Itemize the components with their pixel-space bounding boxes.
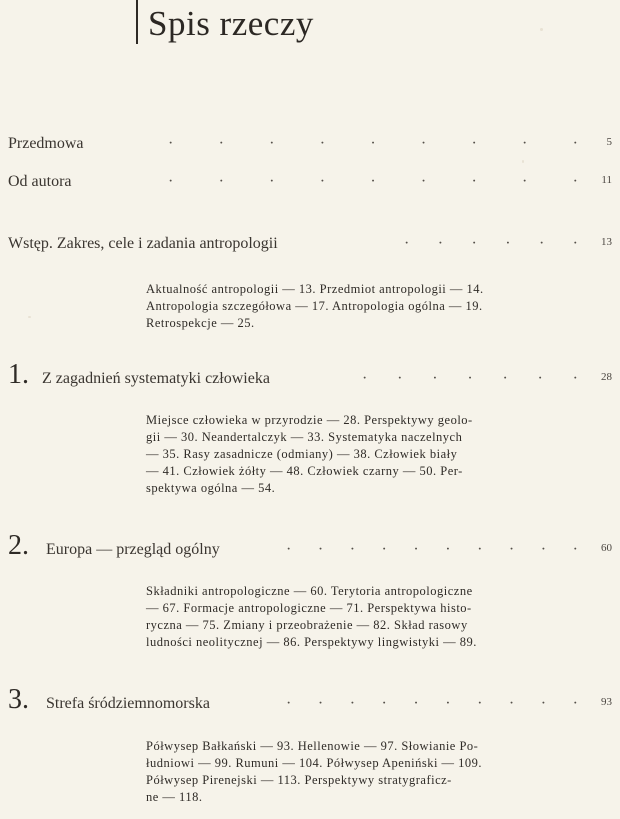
toc-entry-chapter-3: [0, 686, 620, 716]
leader-dot: ·: [540, 695, 547, 712]
leader-dot: ·: [437, 235, 444, 252]
leader-dot: ·: [502, 370, 508, 387]
toc-entry-chapter-2: [0, 532, 620, 562]
leader-dot: ·: [572, 173, 578, 190]
leader-dot: ·: [420, 135, 427, 152]
toc-entry-page: 60: [601, 542, 612, 554]
paper-speck: [522, 160, 524, 163]
leader-dot: ·: [218, 135, 224, 152]
toc-entry-description: [146, 412, 594, 497]
description-line: Aktualność antropologii — 13. Przedmiot antropologii — 14.: [146, 282, 484, 296]
dot-leader: [404, 236, 578, 252]
leader-dot: ·: [269, 135, 275, 152]
description-line: łudniowi — 99. Rumuni — 104. Półwysep Apeniński — 109.: [146, 756, 483, 770]
toc-entry-page: 93: [601, 696, 612, 708]
paper-speck: [540, 28, 543, 31]
leader-dot: ·: [522, 135, 528, 152]
leader-dot: ·: [349, 541, 356, 558]
leader-dot: ·: [319, 173, 326, 190]
leader-dot: ·: [420, 173, 427, 190]
leader-dot: ·: [572, 235, 578, 252]
leader-dot: ·: [362, 370, 368, 387]
leader-dot: ·: [397, 370, 403, 387]
description-line: gii — 30. Neandertalczyk — 33. Systematyka naczelnych: [146, 430, 463, 444]
toc-entry-description: [146, 738, 594, 806]
description-line: Składniki antropologiczne — 60. Terytoria antropologiczne: [146, 584, 473, 598]
leader-dot: ·: [370, 135, 376, 152]
toc-entry-author-note: [0, 164, 620, 194]
leader-dot: ·: [505, 235, 511, 252]
leader-dot: ·: [445, 695, 451, 712]
leader-dot: ·: [269, 173, 275, 190]
leader-dot: ·: [168, 173, 174, 190]
leader-dot: ·: [471, 173, 477, 190]
dot-leader: [168, 174, 578, 190]
description-line: — 35. Rasy zasadnicze (odmiany) — 38. Człowiek biały: [146, 447, 458, 461]
leader-dot: ·: [477, 695, 483, 712]
leader-dot: ·: [508, 695, 515, 712]
leader-dot: ·: [432, 370, 438, 387]
description-line: — 67. Formacje antropologiczne — 71. Perspektywa histo-: [146, 601, 472, 615]
leader-dot: ·: [471, 135, 477, 152]
leader-dot: ·: [572, 695, 578, 712]
leader-dot: ·: [381, 541, 387, 558]
leader-dot: ·: [286, 695, 292, 712]
chapter-number: 2.: [8, 530, 29, 561]
description-line: — 41. Człowiek żółty — 48. Człowiek czarny — 50. Per-: [146, 464, 463, 478]
leader-dot: ·: [540, 541, 547, 558]
page-title: Spis rzeczy: [148, 4, 314, 43]
toc-entry-page: 28: [601, 371, 612, 383]
leader-dot: ·: [572, 370, 578, 387]
leader-dot: ·: [218, 173, 224, 190]
leader-dot: ·: [508, 541, 515, 558]
leader-dot: ·: [413, 695, 419, 712]
description-line: Półwysep Pirenejski — 113. Perspektywy stratygraficz-: [146, 773, 452, 787]
toc-entry-preface: [0, 126, 620, 156]
description-line: Miejsce człowieka w przyrodzie — 28. Perspektywy geolo-: [146, 413, 473, 427]
leader-dot: ·: [349, 695, 356, 712]
toc-entry-label: Europa — przegląd ogólny: [46, 541, 220, 558]
leader-dot: ·: [477, 541, 483, 558]
toc-entry-label: Od autora: [8, 173, 72, 190]
toc-entry-introduction: [0, 226, 620, 256]
leader-dot: ·: [381, 695, 387, 712]
toc-entry-chapter-1: [0, 361, 620, 391]
leader-dot: ·: [413, 541, 419, 558]
leader-dot: ·: [537, 370, 543, 387]
leader-dot: ·: [522, 173, 528, 190]
description-line: spektywa ogólna — 54.: [146, 481, 276, 495]
toc-entry-page: 11: [601, 174, 612, 186]
toc-entry-label: Z zagadnień systematyki człowieka: [42, 370, 270, 387]
leader-dot: ·: [445, 541, 451, 558]
description-line: Antropologia szczegółowa — 17. Antropologia ogólna — 19.: [146, 299, 483, 313]
description-line: Półwysep Bałkański — 93. Hellenowie — 97. Słowianie Po-: [146, 739, 479, 753]
chapter-number: 1.: [8, 359, 29, 390]
leader-dot: ·: [168, 135, 174, 152]
description-line: ryczna — 75. Zmiany i przeobrażenie — 82. Skład rasowy: [146, 618, 468, 632]
toc-entry-label: Przedmowa: [8, 135, 84, 152]
dot-leader: [286, 696, 578, 712]
leader-dot: ·: [572, 541, 578, 558]
toc-entry-description: [146, 583, 594, 651]
toc-entry-page: 5: [606, 136, 612, 148]
title-rule: [136, 0, 138, 44]
dot-leader: [362, 371, 578, 387]
leader-dot: ·: [471, 235, 477, 252]
leader-dot: ·: [370, 173, 376, 190]
toc-entry-label: Wstęp. Zakres, cele i zadania antropologii: [8, 235, 278, 252]
description-line: ludności neolitycznej — 86. Perspektywy lingwistyki — 89.: [146, 635, 477, 649]
paper-speck: [28, 316, 31, 318]
description-line: Retrospekcje — 25.: [146, 316, 255, 330]
leader-dot: ·: [319, 135, 326, 152]
dot-leader: [168, 136, 578, 152]
leader-dot: ·: [572, 135, 578, 152]
toc-entry-label: Strefa śródziemnomorska: [46, 695, 210, 712]
toc-entry-description: [146, 281, 594, 332]
leader-dot: ·: [467, 370, 473, 387]
chapter-number: 3.: [8, 684, 29, 715]
leader-dot: ·: [404, 235, 410, 252]
toc-entry-page: 13: [601, 236, 612, 248]
leader-dot: ·: [317, 541, 324, 558]
dot-leader: [286, 542, 578, 558]
leader-dot: ·: [538, 235, 545, 252]
description-line: ne — 118.: [146, 790, 203, 804]
leader-dot: ·: [317, 695, 324, 712]
leader-dot: ·: [286, 541, 292, 558]
